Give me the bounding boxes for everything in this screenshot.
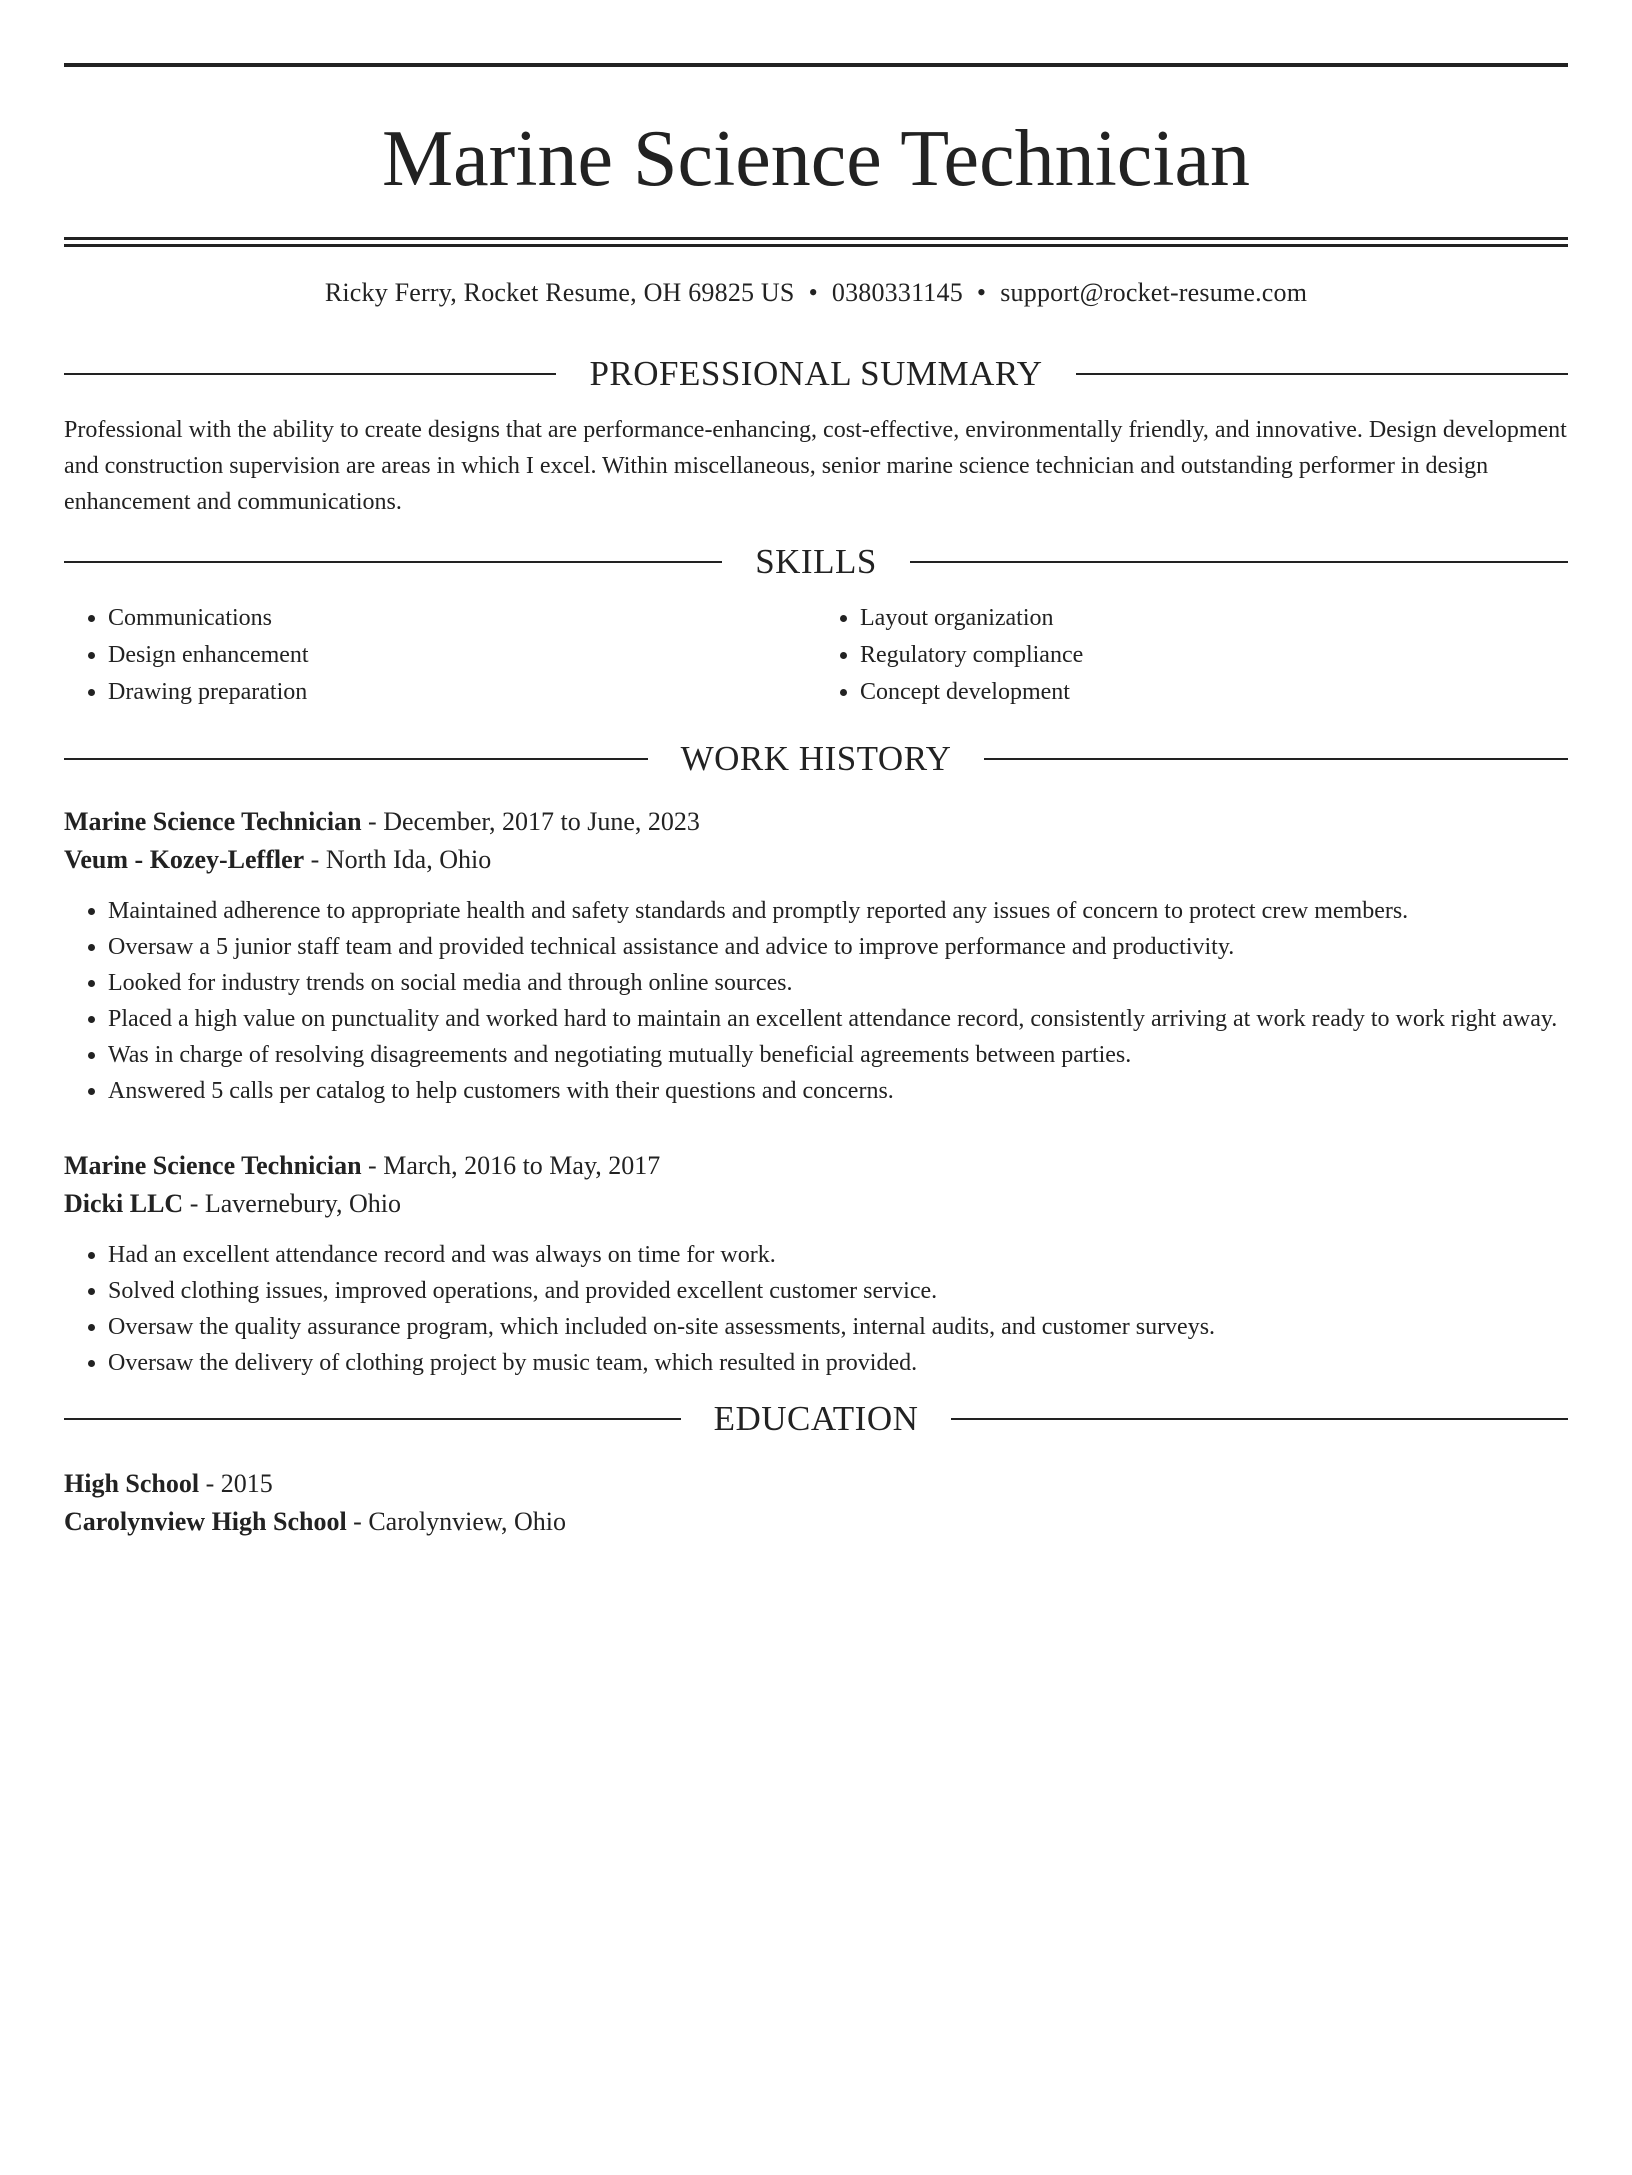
job-entry <box>64 1147 1568 1381</box>
job-bullet: • Maintained adherence to appropriate health and safety standards and promptly reported any issues of concern to protect crew members. <box>108 893 1568 929</box>
job-bullet: • Placed a high value on punctuality and worked hard to maintain an excellent attendance record, consistently arriving at work ready to work right away. <box>108 1001 1568 1037</box>
job-role: Marine Science Technician <box>64 807 362 836</box>
skills-column-right <box>816 600 1568 711</box>
education-section-title: EDUCATION <box>713 1399 919 1438</box>
dash-separator: - <box>361 807 384 836</box>
section-rule <box>1076 373 1568 375</box>
summary-section-header <box>64 354 1568 394</box>
job-company: Veum - Kozey-Leffler <box>64 845 305 874</box>
job-bullet: • Oversaw a 5 junior staff team and provided technical assistance and advice to improve performance and productivity. <box>108 929 1568 965</box>
job-bullet: • Looked for industry trends on social media and through online sources. <box>108 965 1568 1001</box>
job-location: Lavernebury, Ohio <box>204 1189 401 1218</box>
education-year: 2015 <box>220 1469 273 1498</box>
job-bullet: • Had an excellent attendance record and was always on time for work. <box>108 1237 1568 1273</box>
job-bullet: • Oversaw the delivery of clothing project by music team, which resulted in provided. <box>108 1345 1568 1381</box>
skill-item: • Concept development <box>860 674 1568 711</box>
dash-separator: - <box>346 1507 369 1536</box>
job-dates: March, 2016 to May, 2017 <box>383 1151 661 1180</box>
dash-separator: - <box>361 1151 384 1180</box>
job-title-line <box>64 803 1568 841</box>
section-rule <box>64 1418 681 1420</box>
section-rule <box>910 561 1568 563</box>
education-location: Carolynview, Ohio <box>368 1507 566 1536</box>
skill-item: • Drawing preparation <box>108 674 816 711</box>
header-top-rule <box>64 63 1568 67</box>
job-company-line <box>64 841 1568 879</box>
contact-address: Ricky Ferry, Rocket Resume, OH 69825 US <box>324 278 795 307</box>
education-section-header <box>64 1399 1568 1439</box>
education-school-line <box>64 1503 1568 1541</box>
job-company: Dicki LLC <box>64 1189 184 1218</box>
skill-item: • Layout organization <box>860 600 1568 637</box>
contact-phone: 0380331145 <box>831 278 963 307</box>
job-bullet: • Solved clothing issues, improved operations, and provided excellent customer service. <box>108 1273 1568 1309</box>
work-section-title: WORK HISTORY <box>680 739 952 778</box>
education-school: Carolynview High School <box>64 1507 347 1536</box>
skills-section-title: SKILLS <box>755 542 877 581</box>
job-bullets <box>64 1237 1568 1381</box>
contact-separator: • <box>808 278 818 307</box>
skills-list <box>64 600 1568 711</box>
header-double-rule <box>64 237 1568 247</box>
job-location: North Ida, Ohio <box>325 845 492 874</box>
job-company-line <box>64 1185 1568 1223</box>
contact-separator: • <box>976 278 987 307</box>
resume-name: Marine Science Technician <box>381 115 1251 203</box>
work-section-header <box>64 739 1568 779</box>
skill-item: • Design enhancement <box>108 637 816 674</box>
dash-separator: - <box>183 1189 205 1218</box>
job-role: Marine Science Technician <box>64 1151 362 1180</box>
job-bullet: • Answered 5 calls per catalog to help customers with their questions and concerns. <box>108 1073 1568 1109</box>
contact-line <box>64 276 1568 310</box>
education-degree: High School <box>64 1469 200 1498</box>
section-rule <box>984 758 1568 760</box>
job-bullet: • Oversaw the quality assurance program, which included on-site assessments, internal audits, and customer surveys. <box>108 1309 1568 1345</box>
dash-separator: - <box>199 1469 221 1498</box>
education-entry <box>64 1465 1568 1541</box>
skills-section-header <box>64 542 1568 582</box>
skill-item: • Regulatory compliance <box>860 637 1568 674</box>
job-bullet: • Was in charge of resolving disagreements and negotiating mutually beneficial agreements between parties. <box>108 1037 1568 1073</box>
section-rule <box>951 1418 1568 1420</box>
resume-page <box>0 63 1632 2175</box>
section-rule <box>64 561 722 563</box>
skills-column-left <box>64 600 816 711</box>
contact-email: support@rocket-resume.com <box>1000 278 1308 307</box>
summary-text: Professional with the ability to create designs that are performance-enhancing, cost-effective, environmentally friendly, and innovative. Design development and construction supervision are areas in which I excel. Within miscellaneous, senior marine science technician and outstanding performer in design enhancement and communications. <box>64 417 1567 515</box>
section-rule <box>64 758 648 760</box>
education-degree-line <box>64 1465 1568 1503</box>
skill-item: • Communications <box>108 600 816 637</box>
job-title-line <box>64 1147 1568 1185</box>
summary-section-title: PROFESSIONAL SUMMARY <box>589 354 1043 393</box>
job-dates: December, 2017 to June, 2023 <box>383 807 700 836</box>
job-bullets <box>64 893 1568 1109</box>
dash-separator: - <box>304 845 326 874</box>
job-entry <box>64 803 1568 1109</box>
section-rule <box>64 373 556 375</box>
